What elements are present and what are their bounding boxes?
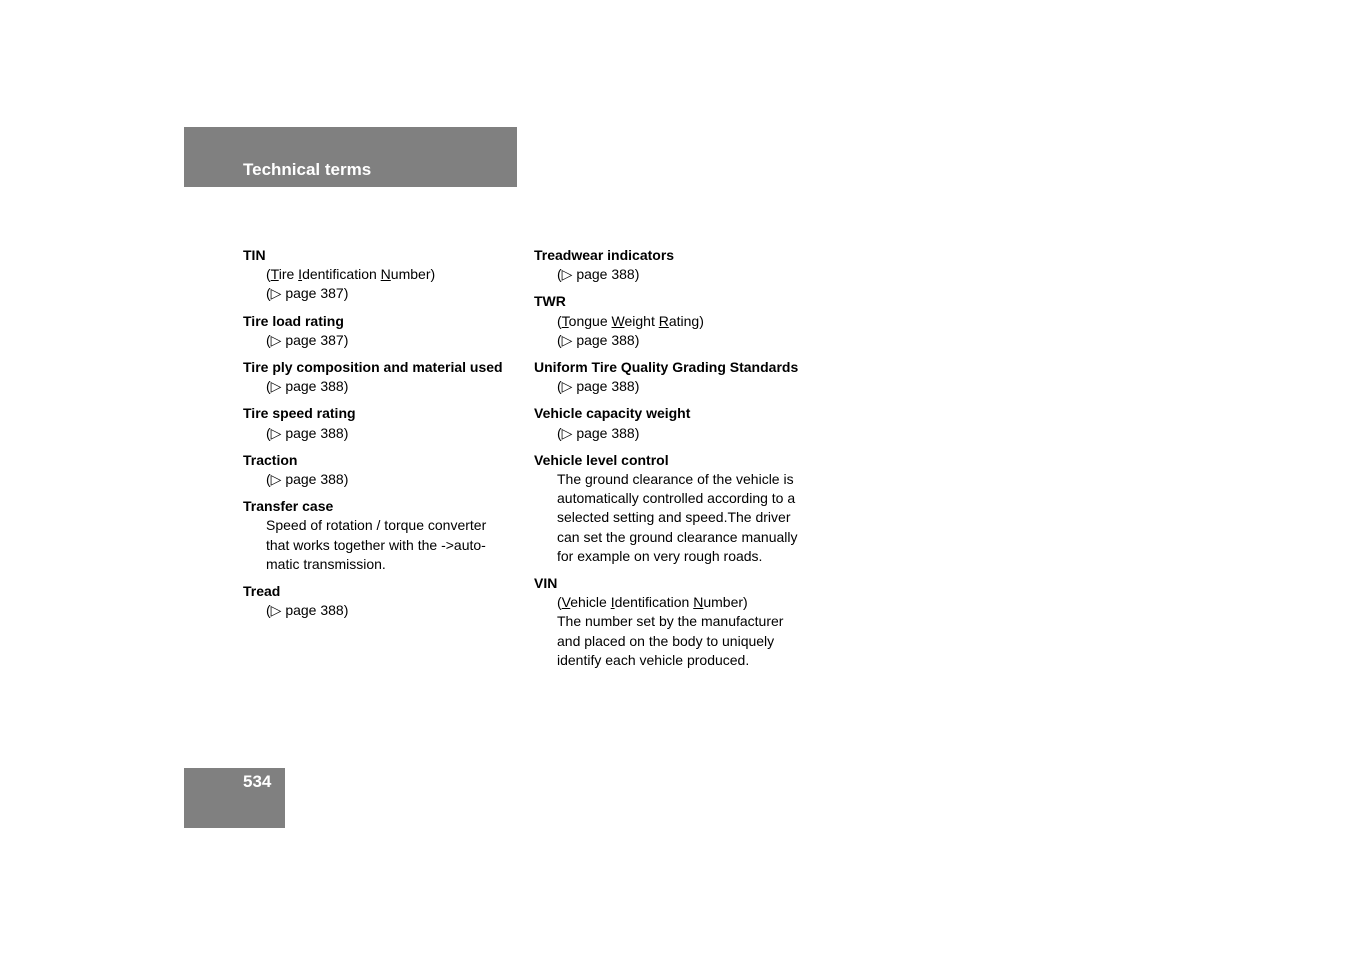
description-line: The ground clearance of the vehicle is [557,471,794,488]
term-description [534,593,834,670]
glossary-entry-vehicle-level-control [534,451,834,566]
page-reference: (▷ page 388) [266,471,349,488]
glossary-column-left [243,246,528,628]
glossary-column-right [534,246,834,678]
term-description [243,470,528,489]
term-description [534,312,834,350]
term-description [243,516,528,574]
description-line: and placed on the body to uniquely [557,632,775,649]
section-header-bar [184,127,517,187]
page-reference: (▷ page 388) [266,602,349,619]
description-line: The number set by the manufacturer [557,613,784,630]
term-description [534,265,834,284]
term-description [534,377,834,396]
description-line: that works together with the ->auto- [266,536,486,553]
description-line: for example on very rough roads. [557,547,763,564]
glossary-entry-tire-ply-composition [243,358,528,396]
glossary-entry-tread [243,582,528,620]
description-line: can set the ground clearance manually [557,528,798,545]
glossary-entry-transfer-case [243,497,528,574]
term: Traction [243,451,298,468]
section-title: Technical terms [243,160,372,179]
abbreviation-expansion: (Vehicle Identification Number) [557,594,748,611]
term-description [243,265,528,303]
page-reference: (▷ page 388) [557,378,640,395]
term: Treadwear indicators [534,247,675,263]
page-reference: (▷ page 388) [557,266,640,283]
description-line: selected setting and speed.The driver [557,509,791,526]
term: Uniform Tire Quality Grading Standards [534,359,799,376]
abbreviation-expansion: (Tire Identification Number) [266,266,436,283]
page-reference: (▷ page 387) [266,285,349,302]
page-reference: (▷ page 388) [266,424,349,441]
page-reference: (▷ page 388) [557,331,640,348]
glossary-entry-tire-load-rating [243,312,528,350]
term: Transfer case [243,498,334,515]
glossary-entry-treadwear-indicators [534,246,834,284]
abbreviation-expansion: (Tongue Weight Rating) [557,312,704,329]
page-reference: (▷ page 388) [557,424,640,441]
glossary-entry-twr [534,292,834,350]
glossary-entry-traction [243,451,528,489]
term: Vehicle level control [534,451,669,468]
term: VIN [534,575,558,592]
term: Tire speed rating [243,405,356,422]
term: TIN [243,247,266,263]
term: Tire ply composition and material used [243,359,503,376]
term: Tire load rating [243,312,344,329]
description-line: Speed of rotation / torque converter [266,517,487,534]
term: TWR [534,293,566,310]
page-reference: (▷ page 388) [266,378,349,395]
glossary-entry-tin [243,246,528,304]
description-line: automatically controlled according to a [557,490,796,507]
glossary-entry-tire-speed-rating [243,404,528,442]
term-description [243,377,528,396]
glossary-entry-vehicle-capacity-weight [534,404,834,442]
page-number-box [184,768,285,828]
term-description [534,424,834,443]
term-description [534,470,834,566]
glossary-entry-vin [534,574,834,670]
term: Tread [243,583,281,600]
glossary-entry-utqgs [534,358,834,396]
description-line: matic transmission. [266,555,386,572]
term: Vehicle capacity weight [534,405,691,422]
page-reference: (▷ page 387) [266,331,349,348]
term-description [243,424,528,443]
page-number: 534 [243,772,272,791]
description-line: identify each vehicle produced. [557,651,750,668]
term-description [243,331,528,350]
term-description [243,601,528,620]
